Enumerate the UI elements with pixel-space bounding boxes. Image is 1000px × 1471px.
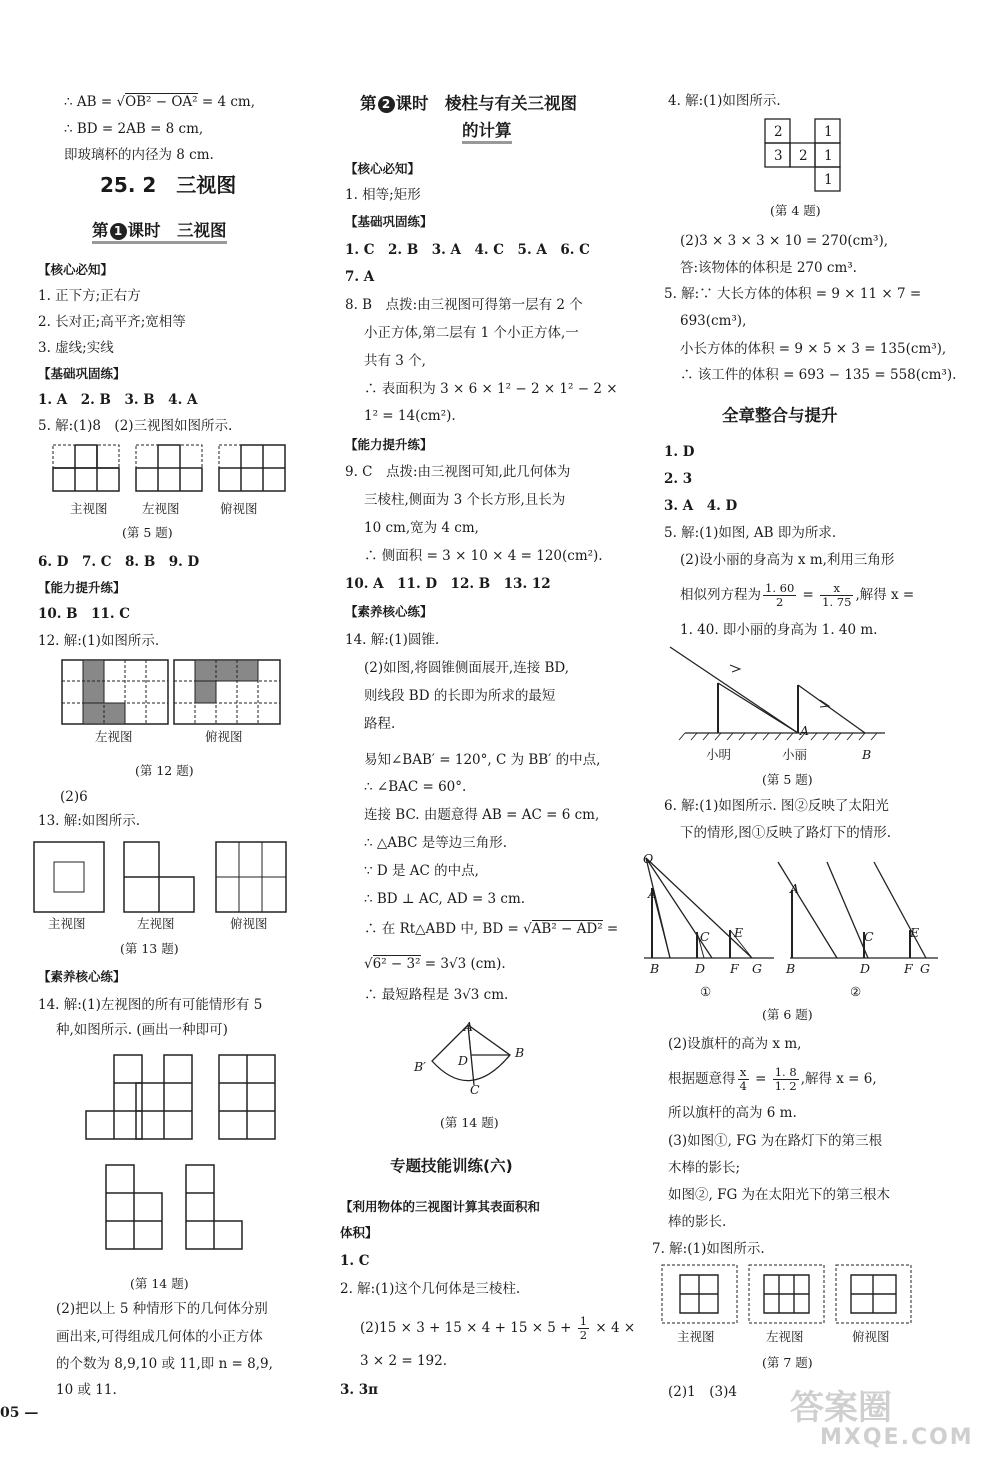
q7-three-views-figure <box>660 1265 915 1327</box>
figure-caption: (第 7 题) <box>762 1355 813 1370</box>
answer-line: 7. A <box>345 269 375 285</box>
figure-number: ① <box>700 984 712 999</box>
answer-line: 1. D <box>664 444 695 460</box>
answer-line: 棒的影长. <box>668 1214 727 1230</box>
figure-label: 俯视图 <box>230 916 268 931</box>
answer-line: 13. 解:如图所示. <box>38 813 141 829</box>
point-label: E <box>910 925 920 940</box>
answer-line: 693(cm³), <box>680 313 747 329</box>
section-label: 【能力提升练】 <box>38 580 126 595</box>
figure-caption: (第 12 题) <box>135 763 194 778</box>
figure-label: 主视图 <box>70 501 108 516</box>
answer-line: 易知∠BAB′ = 120°, C 为 BB′ 的中点, <box>364 752 601 768</box>
answer-line: 3. 3π <box>340 1382 379 1398</box>
point-label: D <box>860 961 871 976</box>
answer-line: 1. 正下方;正右方 <box>38 288 141 304</box>
answer-line: 2. 解:(1)这个几何体是三棱柱. <box>340 1281 521 1297</box>
grid-value: 2 <box>799 148 808 164</box>
figure-number: ② <box>850 984 862 999</box>
answer-line: 种,如图所示. (画出一种即可) <box>56 1022 228 1038</box>
answer-line: 1. A 2. B 3. B 4. A <box>38 392 198 408</box>
answer-line: 连接 BC. 由题意得 AB = AC = 6 cm, <box>364 807 600 823</box>
point-label: A <box>790 881 800 896</box>
answer-line: (2)设小丽的身高为 x m,利用三角形 <box>680 552 895 568</box>
answer-line: 3. A 4. D <box>664 498 738 514</box>
point-label: B <box>786 961 796 976</box>
q13-views-figure <box>34 840 294 915</box>
point-label: B <box>862 747 872 762</box>
answer-line: 10 cm,宽为 4 cm, <box>364 520 479 536</box>
answer-line: 7. 解:(1)如图所示. <box>652 1241 765 1257</box>
shadow-figure-6 <box>642 850 942 965</box>
figure-label: 主视图 <box>48 916 86 931</box>
point-label: G <box>920 961 930 976</box>
figure-caption: (第 13 题) <box>120 941 179 956</box>
figure-caption: (第 14 题) <box>130 1276 189 1291</box>
point-label: C <box>470 1082 480 1097</box>
figure-label: 俯视图 <box>220 501 258 516</box>
point-label: B <box>650 961 660 976</box>
answer-line: 8. B 点拨:由三视图可得第一层有 2 个 <box>345 297 583 313</box>
figure-label: 小丽 <box>782 747 808 762</box>
answer-line: 6. 解:(1)如图所示. 图②反映了太阳光 <box>664 798 889 814</box>
section-label: 【能力提升练】 <box>345 437 433 452</box>
figure-caption: (第 14 题) <box>440 1115 499 1130</box>
answer-line: 3. 虚线;实线 <box>38 340 114 356</box>
answer-line: 10. B 11. C <box>38 606 131 622</box>
figure-label: 主视图 <box>677 1329 715 1344</box>
answer-line: 10 或 11. <box>56 1382 117 1398</box>
figure-caption: (第 5 题) <box>122 525 173 540</box>
watermark-url: MXQE.COM <box>820 1425 974 1450</box>
section-label: 【基础巩固练】 <box>345 214 433 229</box>
answer-line: 小长方体的体积 = 9 × 5 × 3 = 135(cm³), <box>680 341 947 357</box>
answer-line: 12. 解:(1)如图所示. <box>38 633 160 649</box>
answer-line: 画出来,可得组成几何体的小正方体 <box>56 1329 263 1345</box>
lesson-number-badge: 1 <box>110 223 127 240</box>
answer-line: 木棒的影长; <box>668 1160 741 1176</box>
answer-line: ∴ AB = √OB² − OA² = 4 cm, <box>64 94 256 110</box>
answer-line: 路程. <box>364 716 396 732</box>
point-label: C <box>864 929 874 944</box>
answer-line: 14. 解:(1)圆锥. <box>345 632 440 648</box>
answer-line: 6. D 7. C 8. B 9. D <box>38 554 200 570</box>
point-label: G <box>752 961 762 976</box>
answer-line: 三棱柱,侧面为 3 个长方形,且长为 <box>364 492 566 508</box>
point-label: A <box>800 723 810 738</box>
grid-value: 1 <box>824 172 833 188</box>
answer-line: 5. 解:(1)8 (2)三视图如图所示. <box>38 418 233 434</box>
answer-line: 的个数为 8,9,10 或 11,即 n = 8,9, <box>56 1356 273 1372</box>
figure-caption: (第 5 题) <box>762 772 813 787</box>
answer-line: 1. 相等;矩形 <box>345 187 421 203</box>
answer-line: (2)如图,将圆锥侧面展开,连接 BD, <box>364 660 570 676</box>
answer-line: 下的情形,图①反映了路灯下的情形. <box>680 825 892 841</box>
answer-line: 所以旗杆的高为 6 m. <box>668 1105 797 1121</box>
chapter-title: 全章整合与提升 <box>722 406 838 425</box>
point-label: D <box>458 1053 469 1068</box>
figure-label: 俯视图 <box>205 729 243 744</box>
q14-left-views-figure <box>56 1050 296 1265</box>
point-label: A <box>464 1019 474 1034</box>
figure-caption: (第 4 题) <box>770 203 821 218</box>
grid-value: 3 <box>774 148 783 164</box>
answer-line: ∴ ∠BAC = 60°. <box>364 779 467 795</box>
figure-label: 俯视图 <box>852 1329 890 1344</box>
answer-line: (2)6 <box>60 789 88 805</box>
answer-line: 5. 解:∵ 大长方体的体积 = 9 × 11 × 7 = <box>664 286 922 302</box>
grid-value: 2 <box>774 124 783 140</box>
section-label: 【核心必知】 <box>345 161 421 176</box>
answer-line: ∴ BD = 2AB = 8 cm, <box>64 121 204 137</box>
watermark-logo: 答案圈 <box>790 1388 892 1428</box>
answer-line: ∵ D 是 AC 的中点, <box>364 863 479 879</box>
answer-line: ∴ 最短路程是 3√3 cm. <box>364 987 509 1003</box>
point-label: O <box>643 851 654 866</box>
answer-line: (3)如图①, FG 为在路灯下的第三根 <box>668 1133 883 1149</box>
point-label: B <box>515 1045 525 1060</box>
figure-caption: (第 6 题) <box>762 1007 813 1022</box>
cone-unfold-figure <box>410 1015 550 1100</box>
answer-line: (2)设旗杆的高为 x m, <box>668 1036 802 1052</box>
figure-label: 左视图 <box>137 916 175 931</box>
answer-line: 共有 3 个, <box>364 353 426 369</box>
answer-line: 5. 解:(1)如图, AB 即为所求. <box>664 525 837 541</box>
section-label: 【基础巩固练】 <box>38 366 126 381</box>
point-label: A <box>648 886 658 901</box>
answer-line: 根据题意得 $\frac{x}{4}$ = $\frac{1. 8}{1. 2}$ ,解得 x = 6, <box>668 1065 877 1093</box>
answer-line: 相似列方程为 $\frac{1. 60}{2}$ = $\frac{x}{1. 75}$ ,解得 x = <box>680 581 915 609</box>
point-label: E <box>734 925 744 940</box>
point-label: F <box>730 961 739 976</box>
section-label: 【利用物体的三视图计算其表面积和 <box>340 1199 541 1214</box>
answer-line: 10. A 11. D 12. B 13. 12 <box>345 576 551 592</box>
answer-line: 则线段 BD 的长即为所求的最短 <box>364 688 556 704</box>
page-number: 05 — <box>0 1405 39 1421</box>
answer-line: 如图②, FG 为在太阳光下的第三根木 <box>668 1187 891 1203</box>
answer-line: ∴ 表面积为 3 × 6 × 1² − 2 × 1² − 2 × <box>364 381 618 397</box>
answer-line: ∴ 在 Rt△ABD 中, BD = √AB² − AD² = <box>364 921 619 937</box>
section-label: 【素养核心练】 <box>38 969 126 984</box>
q12-views-figure <box>62 660 302 730</box>
answer-line: (2)3 × 3 × 3 × 10 = 270(cm³), <box>680 233 889 249</box>
answer-line: 1. 40. 即小丽的身高为 1. 40 m. <box>680 622 878 638</box>
answer-line: 即玻璃杯的内径为 8 cm. <box>64 147 214 163</box>
grid-value: 1 <box>824 124 833 140</box>
special-title: 专题技能训练(六) <box>390 1157 513 1175</box>
answer-line: ∴ 侧面积 = 3 × 10 × 4 = 120(cm²). <box>364 548 603 564</box>
answer-line: 14. 解:(1)左视图的所有可能情形有 5 <box>38 997 263 1013</box>
section-title: 25. 2 三视图 <box>100 173 237 197</box>
answer-line: (2)把以上 5 种情形下的几何体分别 <box>56 1301 268 1317</box>
answer-line: 1. C 2. B 3. A 4. C 5. A 6. C <box>345 242 590 258</box>
answer-line: ∴ BD ⊥ AC, AD = 3 cm. <box>364 891 526 907</box>
figure-label: 左视图 <box>142 501 180 516</box>
section-label: 【核心必知】 <box>38 262 114 277</box>
grid-value: 1 <box>824 148 833 164</box>
point-label: F <box>904 961 913 976</box>
answer-line: √6² − 3² = 3√3 (cm). <box>364 956 506 972</box>
point-label: C <box>700 929 710 944</box>
answer-line: 9. C 点拨:由三视图可知,此几何体为 <box>345 464 571 480</box>
q5-three-views-figure <box>48 442 288 502</box>
shadow-figure-5 <box>655 645 915 745</box>
figure-label: 左视图 <box>766 1329 804 1344</box>
answer-line: 4. 解:(1)如图所示. <box>668 93 781 109</box>
answer-line: (2)1 (3)4 <box>668 1384 737 1400</box>
answer-line: ∴ △ABC 是等边三角形. <box>364 835 508 851</box>
lesson-number-badge: 2 <box>378 96 395 113</box>
answer-line: 1. C <box>340 1253 370 1269</box>
answer-line: 1² = 14(cm²). <box>364 408 456 424</box>
answer-line: 小正方体,第二层有 1 个小正方体,一 <box>364 325 579 341</box>
answer-line: 3 × 2 = 192. <box>360 1353 448 1369</box>
lesson-title-line2: 的计算 <box>462 120 512 142</box>
point-label: D <box>695 961 706 976</box>
answer-line: 2. 3 <box>664 471 693 487</box>
point-label: B′ <box>414 1059 427 1074</box>
answer-line: (2)15 × 3 + 15 × 4 + 15 × 5 + $\frac{1}{2}$ × 4 × <box>360 1314 636 1342</box>
answer-line: ∴ 该工件的体积 = 693 − 135 = 558(cm³). <box>680 367 957 383</box>
section-label: 【素养核心练】 <box>345 604 433 619</box>
figure-label: 小明 <box>706 747 732 762</box>
lesson-title: 第 1 课时 三视图 <box>92 220 227 242</box>
answer-line: 答:该物体的体积是 270 cm³. <box>680 260 857 276</box>
figure-label: 左视图 <box>95 729 133 744</box>
lesson-title: 第 2 课时 棱柱与有关三视图 <box>360 94 577 113</box>
answer-line: 2. 长对正;高平齐;宽相等 <box>38 314 186 330</box>
section-label: 体积】 <box>340 1225 378 1240</box>
